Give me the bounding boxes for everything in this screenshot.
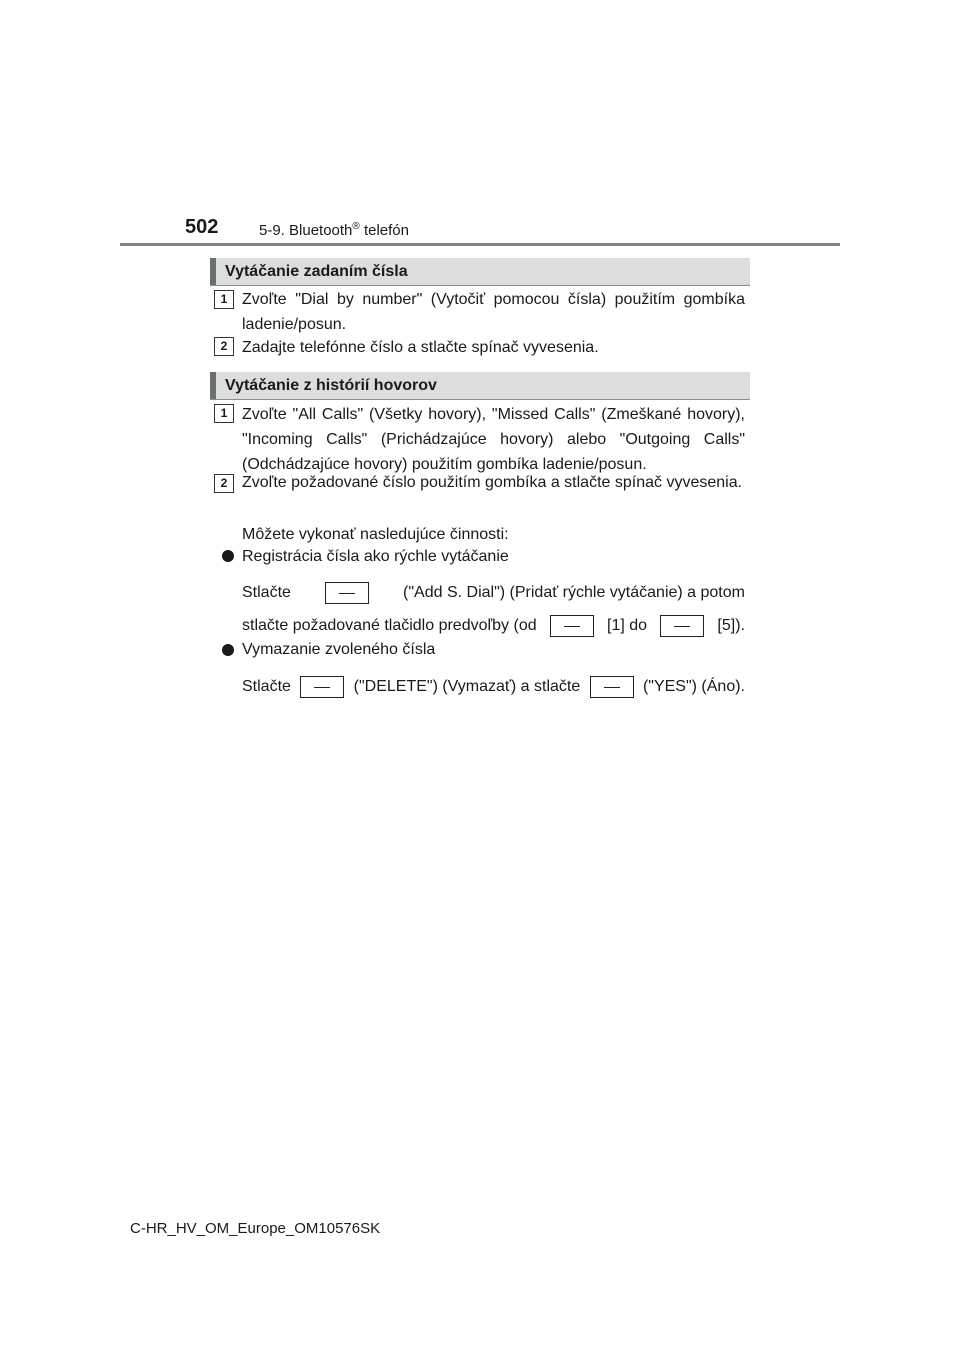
preset-button-icon bbox=[550, 615, 594, 637]
registered-mark: ® bbox=[352, 221, 360, 232]
instruction-line: Stlačte ("DELETE") (Vymazať) a stlačte ("YES") (Áno). bbox=[242, 674, 745, 699]
activities-intro: Môžete vykonať nasledujúce činnosti: bbox=[242, 526, 509, 543]
page-number: 502 bbox=[185, 216, 219, 238]
step-number: 2 bbox=[214, 337, 234, 356]
instruction-line: stlačte požadované tlačidlo predvoľby (od [1] do [5]). bbox=[242, 613, 745, 638]
add-speed-dial-button-icon bbox=[325, 582, 369, 604]
section-divider bbox=[210, 285, 750, 286]
delete-button-icon bbox=[300, 676, 344, 698]
activity-heading-speed-dial: Registrácia čísla ako rýchle vytáčanie bbox=[242, 548, 509, 565]
instruction-line: Stlačte ("Add S. Dial") (Pridať rýchle vytáčanie) a potom bbox=[242, 580, 745, 605]
section-divider bbox=[210, 399, 750, 400]
section-title-call-history: Vytáčanie z histórií hovorov bbox=[210, 372, 750, 399]
yes-button-icon bbox=[590, 676, 634, 698]
step-text: Zvoľte "Dial by number" (Vytočiť pomocou čísla) použitím gombíka ladenie/posun. bbox=[242, 291, 745, 333]
header-rule bbox=[120, 243, 840, 246]
chapter-title: 5-9. Bluetooth® telefón bbox=[259, 221, 409, 239]
preset-button-icon bbox=[660, 615, 704, 637]
section-title-dial-by-number: Vytáčanie zadaním čísla bbox=[210, 258, 750, 285]
step-number: 2 bbox=[214, 474, 234, 493]
bullet-icon bbox=[222, 644, 234, 656]
step-number: 1 bbox=[214, 404, 234, 423]
step-text: Zadajte telefónne číslo a stlačte spínač vyvesenia. bbox=[242, 339, 599, 356]
activity-heading-delete: Vymazanie zvoleného čísla bbox=[242, 641, 436, 658]
step-text: Zvoľte "All Calls" (Všetky hovory), "Missed Calls" (Zmeškané hovory), "Incoming Calls" (Prichádzajúce hovory) alebo "Outgoing Calls" (Odchádzajúce hovory) použitím gombíka ladenie/posun. bbox=[242, 406, 745, 473]
step-text: Zvoľte požadované číslo použitím gombíka a stlačte spínač vyvesenia. bbox=[242, 474, 743, 491]
document-code-footer: C-HR_HV_OM_Europe_OM10576SK bbox=[130, 1220, 381, 1237]
step-number: 1 bbox=[214, 290, 234, 309]
bullet-icon bbox=[222, 550, 234, 562]
